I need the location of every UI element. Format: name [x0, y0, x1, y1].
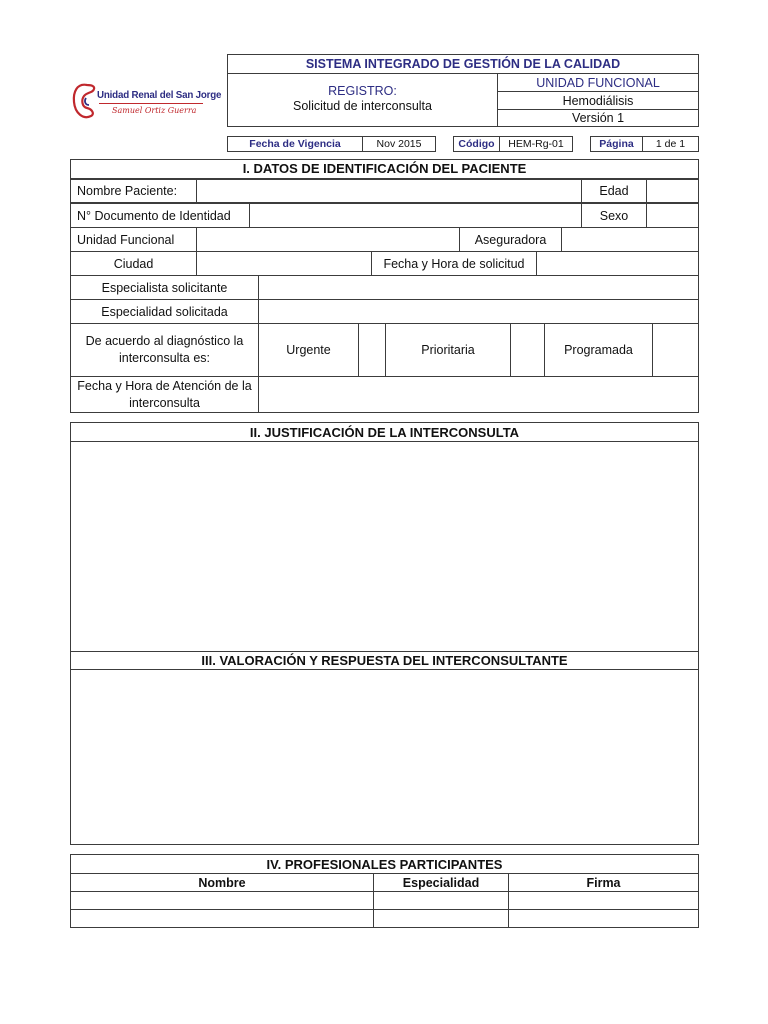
fecha-value-text: Nov 2015: [376, 138, 422, 150]
col-nombre-header: [70, 873, 374, 892]
unit-value: [497, 91, 699, 110]
fecha-value: [362, 136, 436, 152]
fecha-solicitud-field[interactable]: [536, 251, 699, 276]
codigo-value: [499, 136, 573, 152]
sexo-field[interactable]: [646, 203, 699, 228]
registro-value: Solicitud de interconsulta: [293, 99, 432, 113]
section2-title-text: II. JUSTIFICACIÓN DE LA INTERCONSULTA: [249, 424, 520, 440]
edad-label-text: Edad: [599, 184, 629, 198]
codigo-value-text: HEM-Rg-01: [508, 138, 564, 150]
especialista-label-text: Especialista solicitante: [101, 280, 228, 295]
justificacion-field[interactable]: [70, 441, 699, 652]
section3-title-text: III. VALORACIÓN Y RESPUESTA DEL INTERCONSULTANTE: [201, 653, 568, 668]
logo-name: Unidad Renal del San Jorge: [97, 89, 222, 101]
programada-checkbox[interactable]: [652, 323, 699, 377]
col-firma-text: Firma: [586, 875, 621, 890]
profesional-row-1-nombre[interactable]: [70, 891, 374, 910]
codigo-label: [453, 136, 500, 152]
section-valoracion-title: [70, 651, 699, 670]
prioritaria-label-text: Prioritaria: [421, 343, 475, 357]
registro-cell: [227, 73, 498, 127]
nombre-label-text: Nombre Paciente:: [77, 184, 178, 198]
sexo-label: [581, 203, 647, 228]
logo: [72, 80, 222, 126]
pagina-value-text: 1 de 1: [655, 138, 686, 150]
aseguradora-label: [459, 227, 562, 252]
logo-underline: [99, 103, 203, 104]
ciudad-label: [70, 251, 197, 276]
urgente-label: [258, 323, 359, 377]
urgente-label-text: Urgente: [286, 343, 331, 357]
unidad-funcional-label: [70, 227, 197, 252]
valoracion-field[interactable]: [70, 669, 699, 845]
unit-label-text: UNIDAD FUNCIONAL: [536, 75, 660, 90]
especialidad-field[interactable]: [258, 299, 699, 324]
fecha-solicitud-label: [371, 251, 537, 276]
codigo-label-text: Código: [458, 138, 495, 150]
edad-field[interactable]: [646, 179, 699, 203]
profesional-row-2-firma[interactable]: [508, 909, 699, 928]
documento-label: [70, 203, 250, 228]
system-title: [227, 54, 699, 74]
col-especialidad-header: [373, 873, 509, 892]
edad-label: [581, 179, 647, 203]
diagnostico-label-text: De acuerdo al diagnóstico la interconsulta es:: [85, 334, 244, 365]
fecha-atencion-field[interactable]: [258, 376, 699, 413]
documento-field[interactable]: [249, 203, 582, 228]
sexo-label-text: Sexo: [599, 208, 629, 223]
profesional-row-1-especialidad[interactable]: [373, 891, 509, 910]
especialidad-label: [70, 299, 259, 324]
unidad-label-text: Unidad Funcional: [77, 232, 175, 247]
col-firma-header: [508, 873, 699, 892]
programada-label: [544, 323, 653, 377]
col-especialidad-text: Especialidad: [402, 875, 480, 890]
aseguradora-label-text: Aseguradora: [474, 232, 547, 247]
registro-label: REGISTRO:: [328, 84, 397, 98]
pagina-label: [590, 136, 643, 152]
unidad-funcional-field[interactable]: [196, 227, 460, 252]
ciudad-label-text: Ciudad: [113, 256, 154, 271]
urgente-checkbox[interactable]: [358, 323, 386, 377]
section-identificacion-title: [70, 159, 699, 179]
nombre-paciente-field[interactable]: [196, 179, 582, 203]
version: [497, 109, 699, 127]
version-text: Versión 1: [571, 111, 625, 125]
profesional-row-2-especialidad[interactable]: [373, 909, 509, 928]
ciudad-field[interactable]: [196, 251, 372, 276]
diagnostico-label: [70, 323, 259, 377]
fecha-atencion-label-text: Fecha y Hora de Atención de la interconsulta: [77, 378, 252, 410]
fecha-atencion-label: [70, 376, 259, 413]
fecha-label-text: Fecha de Vigencia: [249, 138, 341, 150]
col-nombre-text: Nombre: [198, 875, 246, 890]
system-title-text: SISTEMA INTEGRADO DE GESTIÓN DE LA CALIDAD: [305, 57, 621, 71]
logo-signature: Samuel Ortiz Guerra: [112, 106, 197, 115]
nombre-paciente-label: [70, 179, 197, 203]
especialista-label: [70, 275, 259, 300]
aseguradora-field[interactable]: [561, 227, 699, 252]
profesional-row-2-nombre[interactable]: [70, 909, 374, 928]
section-justificacion-title: [70, 422, 699, 442]
pagina-label-text: Página: [599, 138, 634, 150]
programada-label-text: Programada: [564, 343, 633, 357]
prioritaria-label: [385, 323, 511, 377]
section1-title-text: I. DATOS DE IDENTIFICACIÓN DEL PACIENTE: [242, 161, 527, 176]
fecha-label: [227, 136, 363, 152]
documento-label-text: N° Documento de Identidad: [77, 208, 231, 223]
unit-value-text: Hemodiálisis: [562, 93, 634, 108]
kidney-logo-icon: [72, 82, 98, 122]
unit-label: [497, 73, 699, 92]
especialidad-label-text: Especialidad solicitada: [101, 304, 228, 319]
section4-title-text: IV. PROFESIONALES PARTICIPANTES: [266, 856, 503, 872]
section-profesionales-title: [70, 854, 699, 874]
pagina-value: [642, 136, 699, 152]
prioritaria-checkbox[interactable]: [510, 323, 545, 377]
profesional-row-1-firma[interactable]: [508, 891, 699, 910]
fecha-solicitud-label-text: Fecha y Hora de solicitud: [383, 256, 525, 271]
especialista-field[interactable]: [258, 275, 699, 300]
